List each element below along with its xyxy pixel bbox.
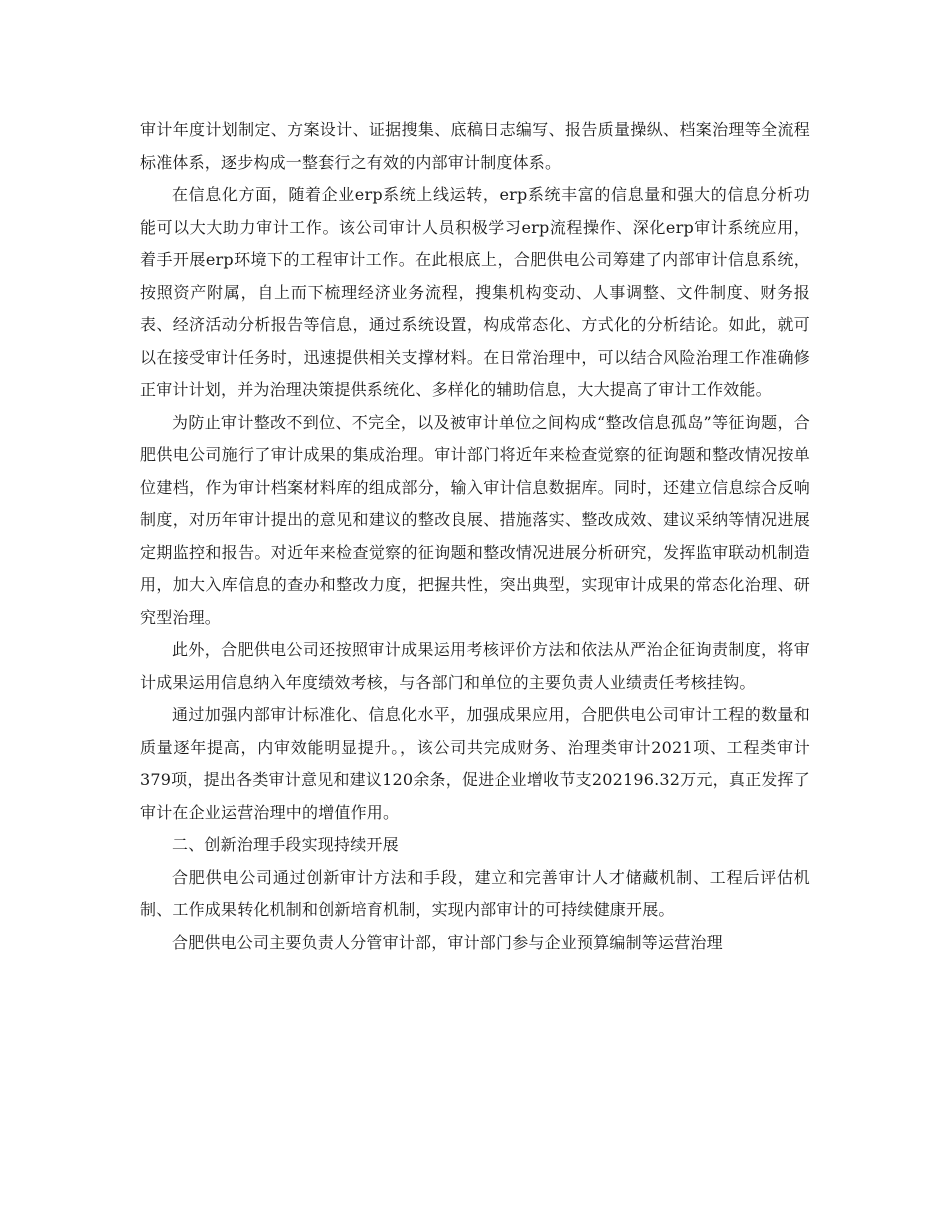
paragraph-leadership: 合肥供电公司主要负责人分管审计部，审计部门参与企业预算编制等运营治理 xyxy=(172,932,723,952)
paragraph-rectification: 为防止审计整改不到位、不完全，以及被审计单位之间构成“整改信息孤岛”等征询题，合肥供电公司施行了审计成果的集成治理。审计部门将近年来检查觉察的征询题和整改情况按单位建档，作为审计档案材料库的组成部分，输入审计信息数据库。同时，还建立信息综合反响制度，对历年审计提出的意见和建议的整改良展、措施落实、整改成效、建议采纳等情况进展定期监控和报告。对近年来检查觉察的征询题和整改情况进展分析研究，发挥监审联动机制造用，加大入库信息的查办和整改力度，把握共性，突出典型，实现审计成果的常态化治理、研究型治理。 xyxy=(140,412,810,627)
paragraph-continuation: 审计年度计划制定、方案设计、证据搜集、底稿日志编写、报告质量操纵、档案治理等全流程标准体系，逐步构成一整套行之有效的内部审计制度体系。 xyxy=(140,120,810,172)
document-body xyxy=(140,114,810,959)
paragraph-assessment: 此外，合肥供电公司还按照审计成果运用考核评价方法和依法从严治企征询责制度，将审计成果运用信息纳入年度绩效考核，与各部门和单位的主要负责人业绩责任考核挂钩。 xyxy=(140,640,810,692)
paragraph-innovation: 合肥供电公司通过创新审计方法和手段，建立和完善审计人才储藏机制、工程后评估机制、工作成果转化机制和创新培育机制，实现内部审计的可持续健康开展。 xyxy=(140,867,810,919)
paragraph-informatization: 在信息化方面，随着企业erp系统上线运转，erp系统丰富的信息量和强大的信息分析功能可以大大助力审计工作。该公司审计人员积极学习erp流程操作、深化erp审计系统应用，着手开展erp环境下的工程审计工作。在此根底上，合肥供电公司筹建了内部审计信息系统，按照资产附属，自上而下梳理经济业务流程，搜集机构变动、人事调整、文件制度、财务报表、经济活动分析报告等信息，通过系统设置，构成常态化、方式化的分析结论。如此，就可以在接受审计任务时，迅速提供相关支撑材料。在日常治理中，可以结合风险治理工作准确修正审计计划，并为治理决策提供系统化、多样化的辅助信息，大大提高了审计工作效能。 xyxy=(140,185,810,399)
paragraph-results: 通过加强内部审计标准化、信息化水平，加强成果应用，合肥供电公司审计工程的数量和质量逐年提高，内审效能明显提升。，该公司共完成财务、治理类审计2021项、工程类审计379项，提出各类审计意见和建议120余条，促进企业增收节支202196.32万元，真正发挥了审计在企业运营治理中的增值作用。 xyxy=(140,705,810,822)
section-heading: 二、创新治理手段实现持续开展 xyxy=(172,835,399,854)
